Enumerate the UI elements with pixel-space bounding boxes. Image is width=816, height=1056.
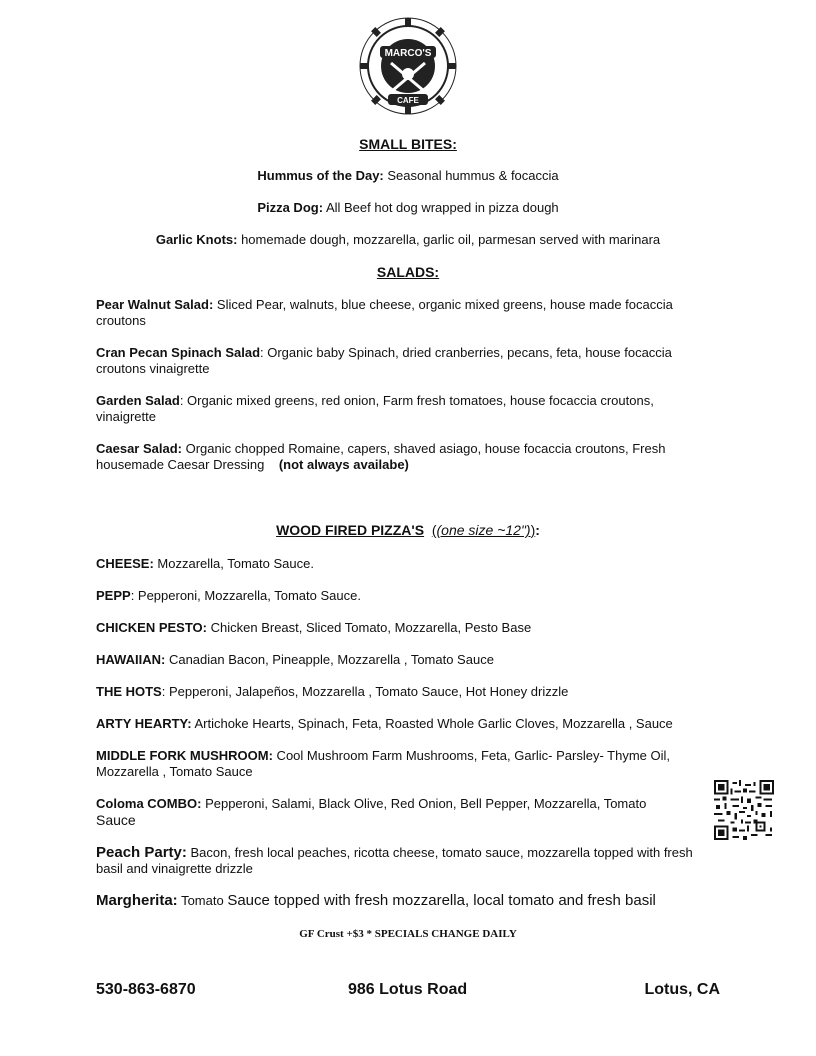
- qr-code-icon[interactable]: [714, 780, 774, 840]
- item-name: Garlic Knots:: [155, 232, 238, 247]
- menu-item: [96, 893, 706, 909]
- menu-item: [96, 748, 706, 780]
- footer-phone[interactable]: 530-863-6870: [96, 981, 196, 998]
- item-desc: : Organic mixed greens, red onion, Farm fresh tomatoes, house focaccia croutons, vinaigrette: [96, 393, 654, 424]
- item-name: Coloma COMBO:: [96, 796, 202, 811]
- item-name: Garden Salad: [96, 393, 180, 408]
- item-name: Cran Pecan Spinach Salad: [96, 345, 261, 360]
- logo-text-bottom: CAFE: [397, 96, 419, 105]
- menu-item: [96, 652, 706, 668]
- menu-item: [96, 441, 706, 473]
- item-name: ARTY HEARTY:: [96, 716, 192, 731]
- pizza-size-note: ((one size ~12")): [431, 522, 536, 538]
- item-desc: Cool Mushroom Farm Mushrooms, Feta, Garlic- Parsley- Thyme Oil, Mozzarella , Tomato Sauce: [96, 748, 671, 779]
- menu-item: [96, 684, 706, 700]
- marcos-cafe-logo: [358, 16, 458, 116]
- item-desc: Tomato: [177, 893, 228, 908]
- menu-item: [96, 845, 706, 877]
- item-desc: Bacon, fresh local peaches, ricotta cheese, tomato sauce, mozzarella topped with fresh basil and vinaigrette drizzle: [96, 845, 693, 876]
- item-desc: Pepperoni, Salami, Black Olive, Red Onion, Bell Pepper, Mozzarella, Tomato: [201, 796, 647, 811]
- item-desc-continued: Sauce topped with fresh mozzarella, local tomato and fresh basil: [227, 892, 656, 909]
- item-name: CHEESE:: [96, 556, 154, 571]
- menu-item: [0, 232, 816, 248]
- footer-city: Lotus, CA: [644, 981, 720, 998]
- item-name: Hummus of the Day:: [257, 168, 384, 183]
- item-desc: : Pepperoni, Jalapeños, Mozzarella , Tomato Sauce, Hot Honey drizzle: [161, 684, 569, 699]
- item-note: (not always availabe): [278, 457, 409, 472]
- item-name: Peach Party:: [96, 844, 187, 861]
- menu-item: [96, 796, 706, 829]
- item-desc: Mozzarella, Tomato Sauce.: [153, 556, 314, 571]
- menu-item: [96, 297, 706, 329]
- item-name: Margherita:: [96, 892, 178, 909]
- menu-item: [96, 716, 706, 732]
- menu-item: [96, 393, 706, 425]
- item-desc: homemade dough, mozzarella, garlic oil, parmesan served with marinara: [237, 232, 661, 247]
- item-desc: Seasonal hummus & focaccia: [383, 168, 559, 183]
- item-desc: : Organic baby Spinach, dried cranberries, pecans, feta, house focaccia croutons vinaigrette: [96, 345, 672, 376]
- menu-item: [96, 556, 706, 572]
- pizza-heading-line: [0, 522, 816, 538]
- item-desc-continued: Sauce: [96, 812, 136, 828]
- pizza-heading: WOOD FIRED PIZZA'S: [276, 522, 425, 538]
- item-name: Caesar Salad:: [96, 441, 182, 456]
- menu-item: [0, 200, 816, 216]
- salads-heading: SALADS:: [376, 264, 440, 280]
- pizza-heading-colon: :: [535, 522, 540, 538]
- item-name: HAWAIIAN:: [96, 652, 166, 667]
- small-bites-heading: SMALL BITES:: [359, 136, 457, 152]
- item-desc: Canadian Bacon, Pineapple, Mozzarella , Tomato Sauce: [165, 652, 494, 667]
- item-desc: Organic chopped Romaine, capers, shaved asiago, house focaccia croutons, Fresh housemade Caesar Dressing: [96, 441, 666, 472]
- item-desc: : Pepperoni, Mozzarella, Tomato Sauce.: [130, 588, 361, 603]
- item-desc: Sliced Pear, walnuts, blue cheese, organic mixed greens, house made focaccia croutons: [96, 297, 673, 328]
- item-name: Pizza Dog:: [257, 200, 324, 215]
- menu-item: [96, 620, 706, 636]
- item-name: MIDDLE FORK MUSHROOM:: [96, 748, 273, 763]
- item-desc: Chicken Breast, Sliced Tomato, Mozzarella, Pesto Base: [207, 620, 532, 635]
- menu-item: [96, 588, 706, 604]
- menu-item: [96, 345, 706, 377]
- logo-text-top: MARCO'S: [384, 48, 432, 59]
- item-name: Pear Walnut Salad:: [96, 297, 214, 312]
- specials-note: GF Crust +$3 * SPECIALS CHANGE DAILY: [299, 928, 517, 940]
- footer-address: 986 Lotus Road: [348, 981, 468, 998]
- item-name: PEPP: [96, 588, 131, 603]
- pizza-size-note-text: (one size ~12"): [436, 522, 531, 538]
- item-desc: All Beef hot dog wrapped in pizza dough: [323, 200, 559, 215]
- menu-item: [0, 168, 816, 184]
- item-name: CHICKEN PESTO:: [96, 620, 207, 635]
- item-name: THE HOTS: [96, 684, 162, 699]
- item-desc: Artichoke Hearts, Spinach, Feta, Roasted Whole Garlic Cloves, Mozzarella , Sauce: [191, 716, 673, 731]
